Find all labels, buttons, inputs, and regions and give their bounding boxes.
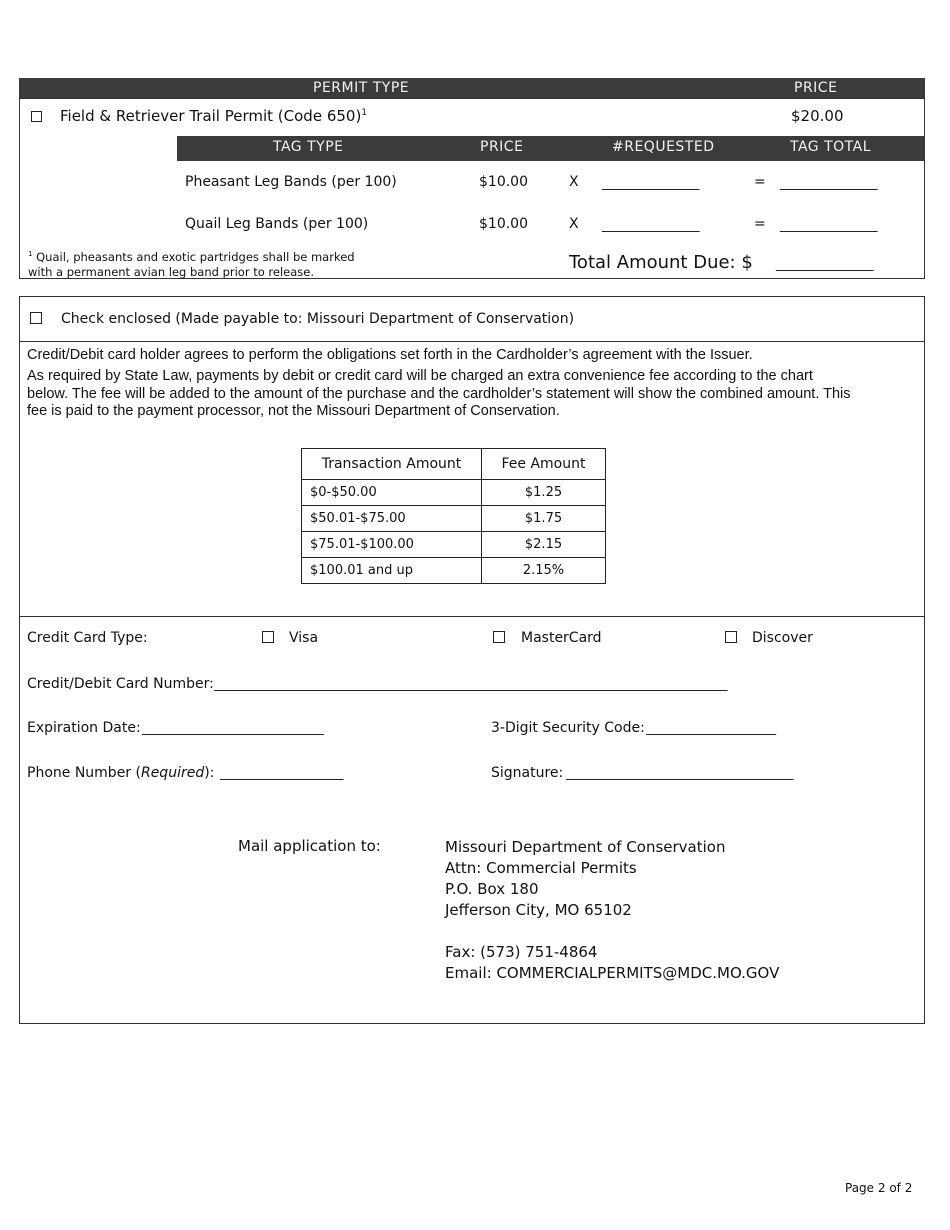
fax-number: Fax: (573) 751-4864 [445,943,598,961]
visa-checkbox[interactable] [262,631,274,643]
security-code-field[interactable]: ____________________ [646,721,776,736]
security-code-label: 3-Digit Security Code: [491,720,645,736]
fee-amount-cell: $1.75 [482,506,606,532]
transaction-amount-cell: $100.01 and up [302,558,482,584]
address-line: P.O. Box 180 [445,880,539,898]
footnote-line1: Quail, pheasants and exotic partridges shall be marked [36,249,355,264]
permit-header-bar [19,78,925,99]
visa-label: Visa [289,630,319,646]
tag-type-header: TAG TYPE [273,139,344,155]
pheasant-requested-field[interactable]: _______________ [602,176,700,191]
tag-row-price: $10.00 [479,216,528,232]
card-type-label: Credit Card Type: [27,630,148,646]
divider [19,341,925,342]
permit-type-header: PERMIT TYPE [313,80,410,96]
tag-row-times: X [569,216,579,232]
permit-price: $20.00 [791,107,844,125]
transaction-amount-cell: $50.01-$75.00 [302,506,482,532]
fee-amount-cell: $1.25 [482,480,606,506]
footnote-mark: 1 [28,250,33,258]
expiration-label: Expiration Date: [27,720,141,736]
fee-table-row [302,506,606,532]
footnote [28,247,355,280]
phone-field[interactable]: ___________________ [220,766,344,781]
mastercard-label: MasterCard [521,630,602,646]
fee-table [301,448,606,584]
total-amount-field[interactable]: _______________ [776,257,874,272]
fee-paragraph [27,368,917,421]
fee-table-row [302,558,606,584]
discover-label: Discover [752,630,813,646]
fee-para-line: below. The fee will be added to the amount of the purchase and the cardholder’s statement will show the combined amount. This [27,385,851,402]
permit-label: Field & Retriever Trail Permit (Code 650) [60,107,362,125]
fee-para-line: fee is paid to the payment processor, not the Missouri Department of Conservation. [27,403,560,419]
phone-label-pre: Phone Number ( [27,765,141,781]
tag-row-times: X [569,174,579,190]
fee-table-header: Fee Amount [482,449,606,480]
phone-label [27,765,214,781]
email-address: Email: COMMERCIALPERMITS@MDC.MO.GOV [445,964,780,982]
signature-field[interactable]: ___________________________________ [566,766,794,781]
tag-row-price: $10.00 [479,174,528,190]
price-header: PRICE [794,80,838,96]
transaction-amount-cell: $75.01-$100.00 [302,532,482,558]
total-amount-label: Total Amount Due: $ [569,252,753,273]
mastercard-checkbox[interactable] [493,631,505,643]
fee-para-line: As required by State Law, payments by debit or credit card will be charged an extra convenience fee according to the chart [27,368,813,384]
fee-amount-cell: $2.15 [482,532,606,558]
check-enclosed-checkbox[interactable] [30,312,42,324]
mail-label: Mail application to: [238,837,381,855]
tag-row-name: Pheasant Leg Bands (per 100) [185,174,397,190]
page-number: Page 2 of 2 [845,1181,913,1195]
phone-label-post: ): [204,765,215,781]
phone-required: Required [140,765,205,781]
address-line: Jefferson City, MO 65102 [445,901,632,919]
card-number-label: Credit/Debit Card Number: [27,676,214,692]
tag-row-equals: = [754,216,766,232]
permit-footnote-ref: 1 [361,108,368,118]
divider [19,616,925,617]
transaction-amount-cell: $0-$50.00 [302,480,482,506]
fee-amount-cell: 2.15% [482,558,606,584]
pheasant-total-field[interactable]: _______________ [780,176,878,191]
agreement-text: Credit/Debit card holder agrees to perform the obligations set forth in the Cardholder’s agreement with the Issuer. [27,347,753,363]
check-enclosed-label: Check enclosed (Made payable to: Missouri Department of Conservation) [61,311,575,327]
fee-table-row [302,480,606,506]
quail-total-field[interactable]: _______________ [780,218,878,233]
card-number-field[interactable]: _______________________________________________________________________________ [214,677,728,692]
permit-label-wrap [60,107,367,125]
mail-address [445,837,779,984]
tag-price-header: PRICE [480,139,524,155]
fee-table-header: Transaction Amount [302,449,482,480]
address-line: Attn: Commercial Permits [445,859,637,877]
expiration-field[interactable]: ____________________________ [142,721,324,736]
quail-requested-field[interactable]: _______________ [602,218,700,233]
tag-row-equals: = [754,174,766,190]
signature-label: Signature: [491,765,564,781]
tag-total-header: TAG TOTAL [790,139,872,155]
permit-checkbox[interactable] [31,111,42,122]
fee-table-row [302,532,606,558]
footnote-line2: with a permanent avian leg band prior to release. [28,264,315,279]
address-line: Missouri Department of Conservation [445,838,726,856]
requested-header: #REQUESTED [612,139,715,155]
tag-row-name: Quail Leg Bands (per 100) [185,216,369,232]
discover-checkbox[interactable] [725,631,737,643]
